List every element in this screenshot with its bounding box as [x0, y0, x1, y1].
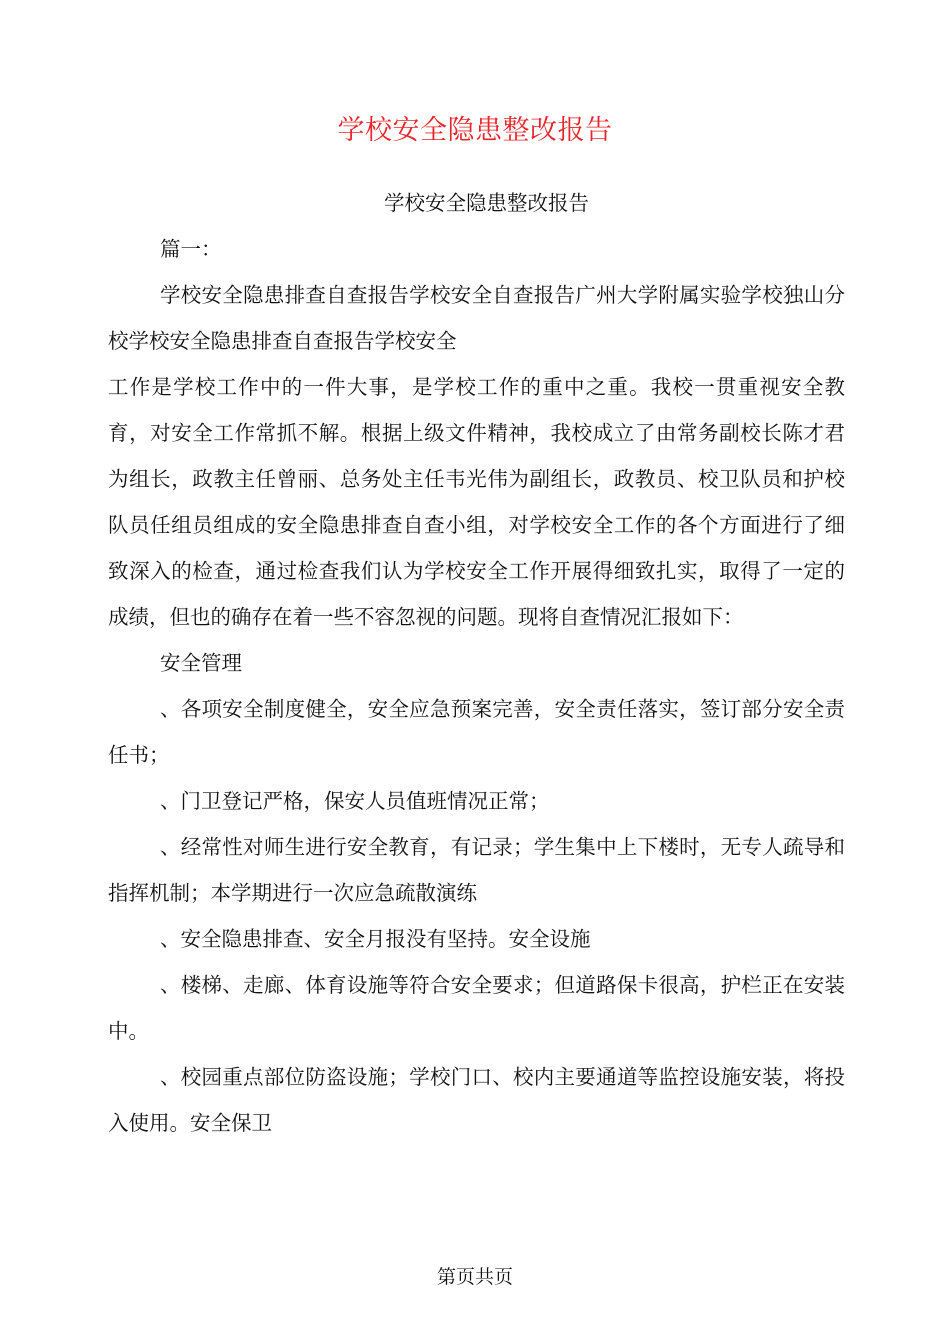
section-label: 篇一：: [160, 237, 222, 261]
list-item: 、各项安全制度健全，安全应急预案完善，安全责任落实，签订部分安全责任书；: [108, 697, 845, 767]
list-item: 、楼梯、走廊、体育设施等符合安全要求；但道路保卡很高，护栏正在安装中。: [108, 973, 845, 1043]
section-heading: 安全管理: [160, 651, 242, 675]
paragraph: 工作是学校工作中的一件大事，是学校工作的重中之重。我校一贯重视安全教育，对安全工作常抓不解。根据上级文件精神，我校成立了由常务副校长陈才君为组长，政教主任曾丽、总务处主任韦光伟为副组长，政教员、校卫队员和护校队员任组员组成的安全隐患排查自查小组，对学校安全工作的各个方面进行了细致深入的检查，通过检查我们认为学校安全工作开展得细致扎实，取得了一定的成绩，但也的确存在着一些不容忽视的问题。现将自查情况汇报如下：: [108, 375, 845, 629]
list-item: 、校园重点部位防盗设施；学校门口、校内主要通道等监控设施安装，将投入使用。安全保卫: [108, 1065, 845, 1135]
page-footer: 第页共页: [436, 1266, 513, 1288]
list-item: 、经常性对师生进行安全教育，有记录；学生集中上下楼时，无专人疏导和指挥机制；本学期进行一次应急疏散演练: [108, 835, 845, 905]
list-item: 、门卫登记严格，保安人员值班情况正常；: [160, 789, 550, 813]
document-title: 学校安全隐患整改报告: [337, 115, 613, 146]
document-subtitle: 学校安全隐患整改报告: [384, 191, 589, 215]
paragraph: 学校安全隐患排查自查报告学校安全自查报告广州大学附属实验学校独山分校学校安全隐患排查自查报告学校安全: [108, 283, 845, 353]
document-body: [108, 180, 845, 1146]
list-item: 、安全隐患排查、安全月报没有坚持。安全设施: [160, 927, 591, 951]
